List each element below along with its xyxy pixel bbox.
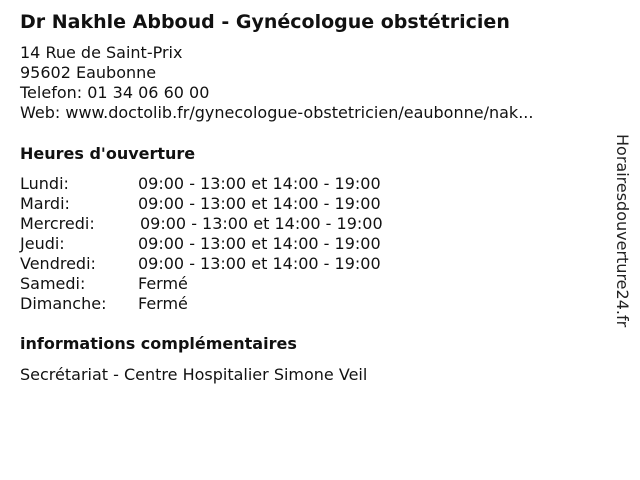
hours-table (20, 174, 440, 314)
day-label: Dimanche: (20, 294, 107, 313)
hours-value: Fermé (138, 294, 188, 313)
hours-value: 09:00 - 13:00 et 14:00 - 19:00 (138, 234, 381, 253)
page-title: Dr Nakhle Abboud - Gynécologue obstétricien (20, 11, 510, 33)
hours-row-sunday (20, 294, 440, 314)
hours-value: 09:00 - 13:00 et 14:00 - 19:00 (138, 254, 381, 273)
day-label: Mardi: (20, 194, 70, 213)
phone-number: Telefon: 01 34 06 60 00 (20, 83, 210, 102)
hours-value: 09:00 - 13:00 et 14:00 - 19:00 (138, 174, 381, 193)
day-label: Mercredi: (20, 214, 95, 233)
address-street: 14 Rue de Saint-Prix (20, 43, 183, 62)
hours-row-monday (20, 174, 440, 194)
site-watermark: Horairesdouverture24.fr (613, 134, 632, 328)
hours-value: Fermé (138, 274, 188, 293)
hours-row-tuesday (20, 194, 440, 214)
address-city: 95602 Eaubonne (20, 63, 157, 82)
hours-row-wednesday (20, 214, 440, 234)
hours-value: 09:00 - 13:00 et 14:00 - 19:00 (140, 214, 383, 233)
website-link[interactable]: Web: www.doctolib.fr/gynecologue-obstetricien/eaubonne/nak... (20, 103, 534, 122)
day-label: Vendredi: (20, 254, 96, 273)
info-heading: informations complémentaires (20, 334, 297, 353)
day-label: Samedi: (20, 274, 86, 293)
hours-heading: Heures d'ouverture (20, 144, 196, 163)
day-label: Lundi: (20, 174, 69, 193)
contact-block (20, 43, 533, 123)
info-text: Secrétariat - Centre Hospitalier Simone Veil (20, 365, 368, 384)
hours-row-thursday (20, 234, 440, 254)
hours-row-saturday (20, 274, 440, 294)
day-label: Jeudi: (20, 234, 65, 253)
hours-row-friday (20, 254, 440, 274)
hours-value: 09:00 - 13:00 et 14:00 - 19:00 (138, 194, 381, 213)
